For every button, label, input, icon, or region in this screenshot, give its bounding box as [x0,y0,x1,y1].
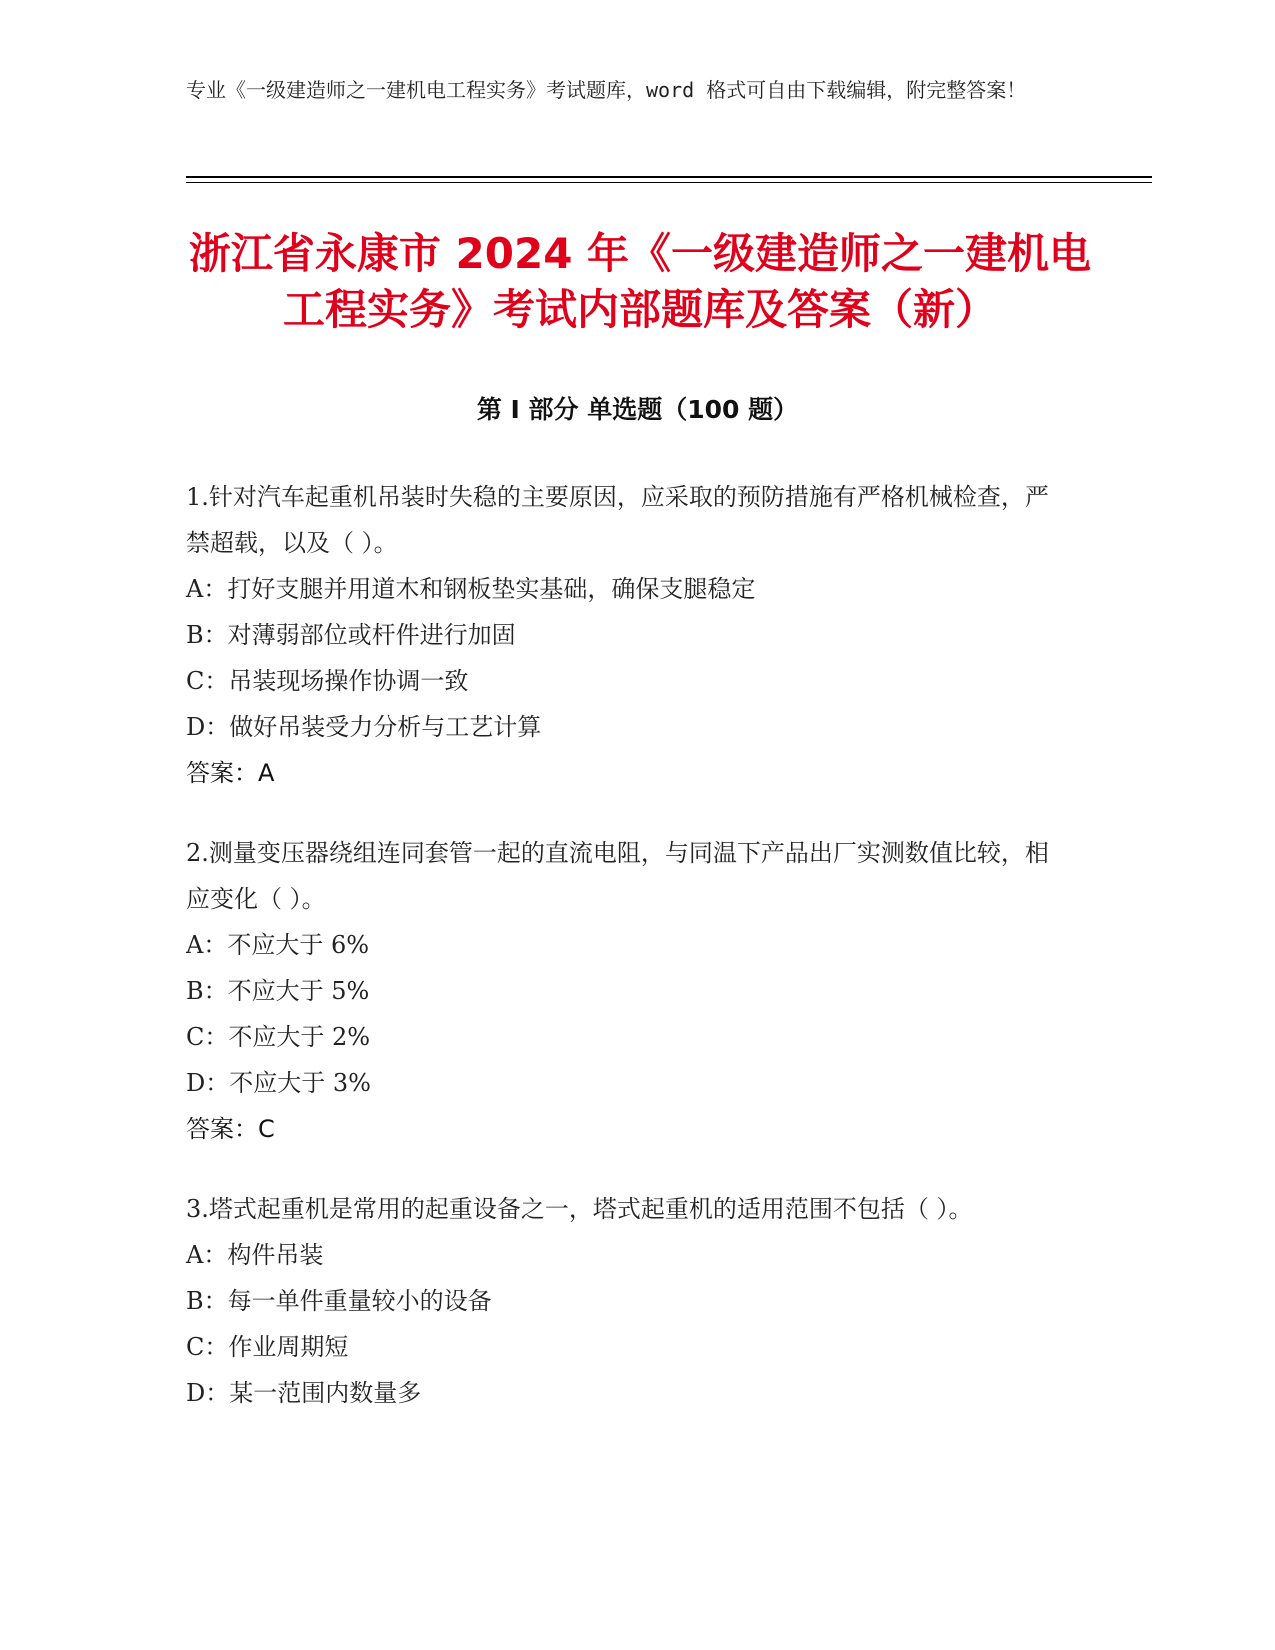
section-title: 第 I 部分 单选题（100 题） [476,395,799,424]
option-a: A：构件吊装 [186,1241,324,1269]
question-3 [186,1186,1066,1416]
option-d: D：某一范围内数量多 [186,1379,422,1407]
answer: 答案：A [186,759,275,787]
question-list [186,474,1066,1450]
option-d: D：不应大于 3% [186,1069,371,1097]
header-rule-thin [186,182,1152,183]
question-stem: 2.测量变压器绕组连同套管一起的直流电阻，与同温下产品出厂实测数值比较，相应变化（ ）。 [186,839,1049,913]
header-note: 专业《一级建造师之一建机电工程实务》考试题库，word 格式可自由下载编辑，附完整答案！ [186,78,1027,102]
header-rule-thick [186,176,1152,178]
option-d: D：做好吊装受力分析与工艺计算 [186,713,542,741]
answer: 答案：C [186,1115,275,1143]
option-b: B：不应大于 5% [186,977,370,1005]
option-c: C：吊装现场操作协调一致 [186,667,469,695]
question-1 [186,474,1066,796]
document-title: 浙江省永康市 2024 年《一级建造师之一建机电工程实务》考试内部题库及答案（新） [188,229,1092,334]
option-b: B：每一单件重量较小的设备 [186,1287,492,1315]
option-c: C：不应大于 2% [186,1023,371,1051]
question-stem: 3.塔式起重机是常用的起重设备之一，塔式起重机的适用范围不包括（ ）。 [186,1195,973,1223]
option-a: A：不应大于 6% [186,931,370,959]
question-2 [186,830,1066,1152]
option-a: A：打好支腿并用道木和钢板垫实基础，确保支腿稳定 [186,575,756,603]
option-b: B：对薄弱部位或杆件进行加固 [186,621,516,649]
option-c: C：作业周期短 [186,1333,349,1361]
question-stem: 1.针对汽车起重机吊装时失稳的主要原因，应采取的预防措施有严格机械检查，严禁超载，以及（ ）。 [186,483,1049,557]
